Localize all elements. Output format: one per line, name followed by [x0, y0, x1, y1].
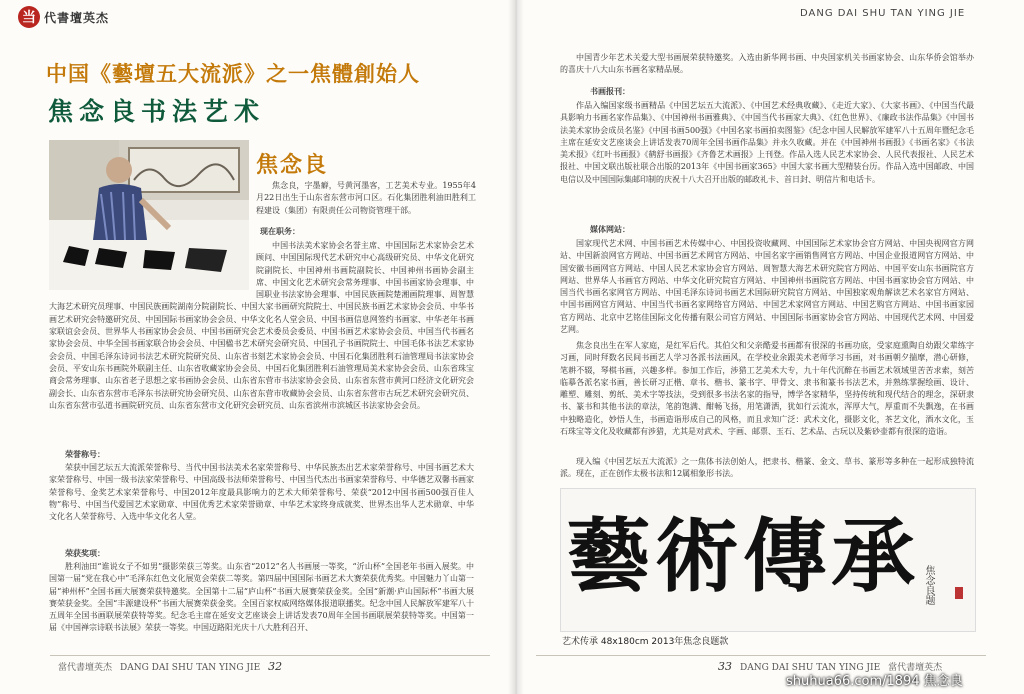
spread-spine — [508, 0, 524, 694]
artwork-characters: 藝術傳承 — [566, 508, 920, 603]
logo-mark: 当 — [18, 6, 40, 28]
awards-label: 荣获奖项： — [65, 548, 105, 558]
logo-text: 代書壇英杰 — [44, 10, 110, 25]
honors-section — [49, 449, 474, 548]
page-number-right: 33 — [718, 660, 732, 673]
awards-section — [49, 548, 474, 655]
published-section — [560, 86, 974, 225]
left-page-footer — [58, 660, 282, 673]
media-section — [560, 224, 974, 350]
magazine-logo — [18, 4, 109, 30]
artist-bio: 焦念良，字墨癖，号黄河墨客，工艺美术专业。1955年4月22日出生于山东省东营市河口区。石化集团胜利油田胜利工程建设（集团）有限责任公司物资管理干部。 — [256, 181, 476, 215]
left-footer-divider — [50, 655, 490, 656]
published-text: 作品入编国家级书画精品《中国艺坛五大流派》、《中国艺术经典收藏》、《走近大家》、《大家书画》、《中国当代最具影响力书画名家作品集》、《中国神州书画雅典》、《中国当代书画家大典》、《红色世界》、《廉政书法作品集》《中国书法美术家协会成员名鉴》《中国书画500强》《中国名家书画拍卖图鉴》《纪念中国人民解放军建军八十五周年暨纪念毛主席在延安文艺座谈会上讲话发表70周年全国书画作品集》并永久收藏。并在《中国神州书画报》《书画名家》《书法美术报》《红叶书画报》《鹤舒书画报》《齐鲁艺术画报》上刊登。作品入选人民艺术家协会、人民代表报社、人民艺术报社、中国文联出版社联合出版的2013年《中国书画家365》中国大家书画大型精装台历。作品入选中国邮政、中国电信以及中国国际集邮印制的庆祝十八大召开出版的邮政礼卡、首日封、明信片和电话卡。 — [560, 101, 974, 184]
artwork-caption: 艺术传承 48x180cm 2013年焦念良题款 — [562, 637, 729, 647]
positions-text: 中国书法美术家协会名誉主席、中国国际艺术家协会艺术顾问、中国国际现代艺术研究中心高级研究员、中华文化研究院副院长、中国神州书画院副院长、中国神州书画协会副主席、中国文化艺术研究会常务理事、中国书画家协会理事、中国职业书法家协会理事、中国民族画院楚湘画院理事、周智慧大海艺术研究员理事、中国民族画院湖南分院副院长、中国大家书画研究院院士、中国民族书画艺术家协会会员、中华书画艺术研究会特邀研究员、中国国际书画家协会会员、中华文化名人堂会员、中国书画信息网签约书画家、中华老年书画家联谊会会员、世界华人书画家协会会员、中国书画研究会艺术委员会委员、中国书画艺术家协会会员、中国当代书画名家协会会员、中华全国书画家联合协会会员、中国楹书艺术研究会研究员、中国孔子书画院院士、中国毛体书法艺术家协会会员、中国毛泽东诗词书法艺术研究院研究员、山东省书刻艺术家协会会员、中国石化集团胜利石油管理局书法家协会会员、平安山东书画院外联副主任、山东省收藏家协会会员、中国石化集团胜利石油管理局美术家协会会员、山东省珠宝商会常务理事、山东省老子思想之家书画协会会员、山东省东营市书法家协会会员、山东省东营市黄河口经济文化研究会副会长、山东省东营市毛泽东书法研究协会研究员、山东省东营市收藏协会会员、山东省东营市古玩艺术研究会研究员、山东省东营市弘道书画院研究员、山东省东营市文化研究会研究员、山东省滨州市滨城区书法家协会会员。 — [49, 241, 474, 410]
media-label: 媒体网站： — [590, 224, 630, 234]
artist-name-heading: 焦念良 — [256, 152, 329, 178]
positions-label: 现在职务： — [260, 226, 300, 236]
calligraphy-artwork — [560, 488, 976, 632]
about-section — [560, 340, 974, 453]
honors-label: 荣誉称号： — [65, 449, 105, 459]
closing-section — [560, 456, 974, 482]
site-watermark: shuhua66.com/1894 焦念良 — [786, 674, 963, 689]
footer-en-right: DANG DAI SHU TAN YING JIE — [740, 663, 881, 673]
footer-brand-left: 當代書壇英杰 — [58, 663, 113, 673]
artwork-signature: 焦念良题 — [923, 565, 934, 605]
photo-float-spacer — [49, 240, 256, 290]
honors-text: 荣获中国艺坛五大流派荣誉称号、当代中国书法美术名家荣誉称号、中华民族杰出艺术家荣誉称号、中国书画艺术大家荣誉称号、中国一级书法家荣誉称号、中国高级书法师荣誉称号、中国当代杰出书画家荣誉称号、中华德艺双馨书画家荣誉称号、金奖艺术家荣誉称号、中国2012年度最具影响力的艺术大师荣誉称号、荣获“2012中国书画500强百佳人物”称号、中国当代爱国艺术家勋章、中国优秀艺术家荣誉勋章、中华艺术家终身成就奖、世界杰出华人艺术勋章、中华文化名人荣誉称号、入选中华文化名人堂。 — [49, 463, 474, 522]
positions-wrap — [49, 240, 474, 454]
about-text: 焦念良出生在军人家庭，是红军后代。其伯父和父亲酷爱书画都有很深的书画功底，受家庭熏陶自幼跟父辈练字习画，同时拜数名民间书画艺人学习各派书法画风，在学校业余跟美术老师学习书画，对书画朝夕揣摩，潜心研修，笔耕不辍，琴棋书画，兴趣多样。参加工作后，涉猎工艺美术大专，九十年代沉醉在书画艺术领域里苦苦求索，刻苦临摹各派名家书画，善长研习正楷、章书、楷书、篆书字、甲骨文、隶书和篆书书法艺术，并熟练掌握绘画、设计、雕塑、雕刻、剪纸、美术字等技法，受到很多书法名家的指导，博学各家精华，坚持传统和现代结合的理念，深研隶书、篆书和其他书法的章法，笔韵饱满、酣畅飞扬，用笔潇洒，犹如行云流水，浑厚大气，厚重而不失飘逸，在书画中独略造化，妙悟人生，书画造诣形成自己的风格，而且求知广泛：武术文化，摄影文化，茶艺文化，酒水文化，玉石珠宝等文化及收藏都有涉猎，尤其是对武术、字画、邮票、玉石、艺术品、古玩以及紫砂壶都有很深的造诣。 — [560, 341, 974, 437]
positions-section-head — [256, 226, 474, 237]
article-title-line2: 焦念良书法艺术 — [48, 97, 266, 126]
article-title-line1: 中国《藝壇五大流派》之一焦體創始人 — [46, 61, 420, 86]
page-number-left: 32 — [268, 660, 283, 673]
media-text: 国家现代艺术网、中国书画艺术传媒中心、中国投资收藏网、中国国际艺术家协会官方网站、中国央视网官方网站、中国新浪网官方网站、中国书画艺术网官方网站、中国名家字画销售网官方网站、中国企业报道网官方网站、中国安徽书画网官方网站、中国人民艺术家协会官方网站、周智慧大海艺术研究院官方网站、中国平安山东书画院官方网站、世界华人书画官方网站、中华文化研究院官方网站、中国神州书画院官方网站、中国书画家协会官方网站、中国当代书画名家网官方网站、中国毛泽东诗词书画艺术国际研究院官方网站、中国独家观角解读艺术名家官方网站、中国书画网官方网站、中国当代书画名家网络官方网站、中国艺术家网官方网站、中国艺购官方网站、中国书画家园官方网站、北京中艺铭佳国际文化传播有限公司官方网站、中国国际书画家协会官方网站、中国现代艺术网、中国爱艺网。 — [560, 239, 974, 335]
right-running-header: DANG DAI SHU TAN YING JIE — [800, 8, 966, 19]
footer-brand-right: 當代書壇英杰 — [888, 663, 943, 673]
right-footer-divider — [536, 655, 986, 656]
published-label: 书画报刊： — [590, 86, 630, 96]
continued-awards — [560, 52, 974, 78]
artwork-seal — [955, 587, 963, 599]
footer-en-left: DANG DAI SHU TAN YING JIE — [120, 663, 261, 673]
closing-text: 现入编《中国艺坛五大流派》之一焦体书法创始人，把隶书、楷篆、金文、草书、篆形等多种在一起形成独特流派。现在，正在创作太极书法和12属相象形书法。 — [560, 457, 974, 479]
awards-text: 胜利油田“谁说女子不如男”摄影荣获三等奖。山东省“2012”名人书画展一等奖，“沂山杯”全国老年书画入展奖。中国第一届“党在我心中”毛泽东红色文化展览会荣获二等奖。第四届中国国际书画艺术大赛荣获优秀奖。中国魅力丫山第一届“神州杯”全国书画大展赛荣获特邀奖。全国第十二届“庐山杯”书画大展赛荣获金奖。全国“新潮·庐山国际杯”书画大展赛荣获金奖。全国“丰源建设杯”书画大展赛荣获金奖。全国百家权威网络媒体报道联播奖。纪念中国人民解放军建军八十五周年全国书画联展荣获特等奖。纪念毛主席在延安文艺座谈会上讲话发表70周年全国书画联展荣获特等奖。中国第一届《中国禅宗诗联书法展》荣获一等奖。中国迈路阳光庆十八大胜利召开、 — [49, 562, 474, 633]
continued-awards-text: 中国青少年艺术关爱大型书画展荣获特邀奖。入选由新华网书画、中央国家机关书画家协会、山东华侨会馆举办的喜庆十八大山东书画名家精品展。 — [560, 53, 974, 75]
